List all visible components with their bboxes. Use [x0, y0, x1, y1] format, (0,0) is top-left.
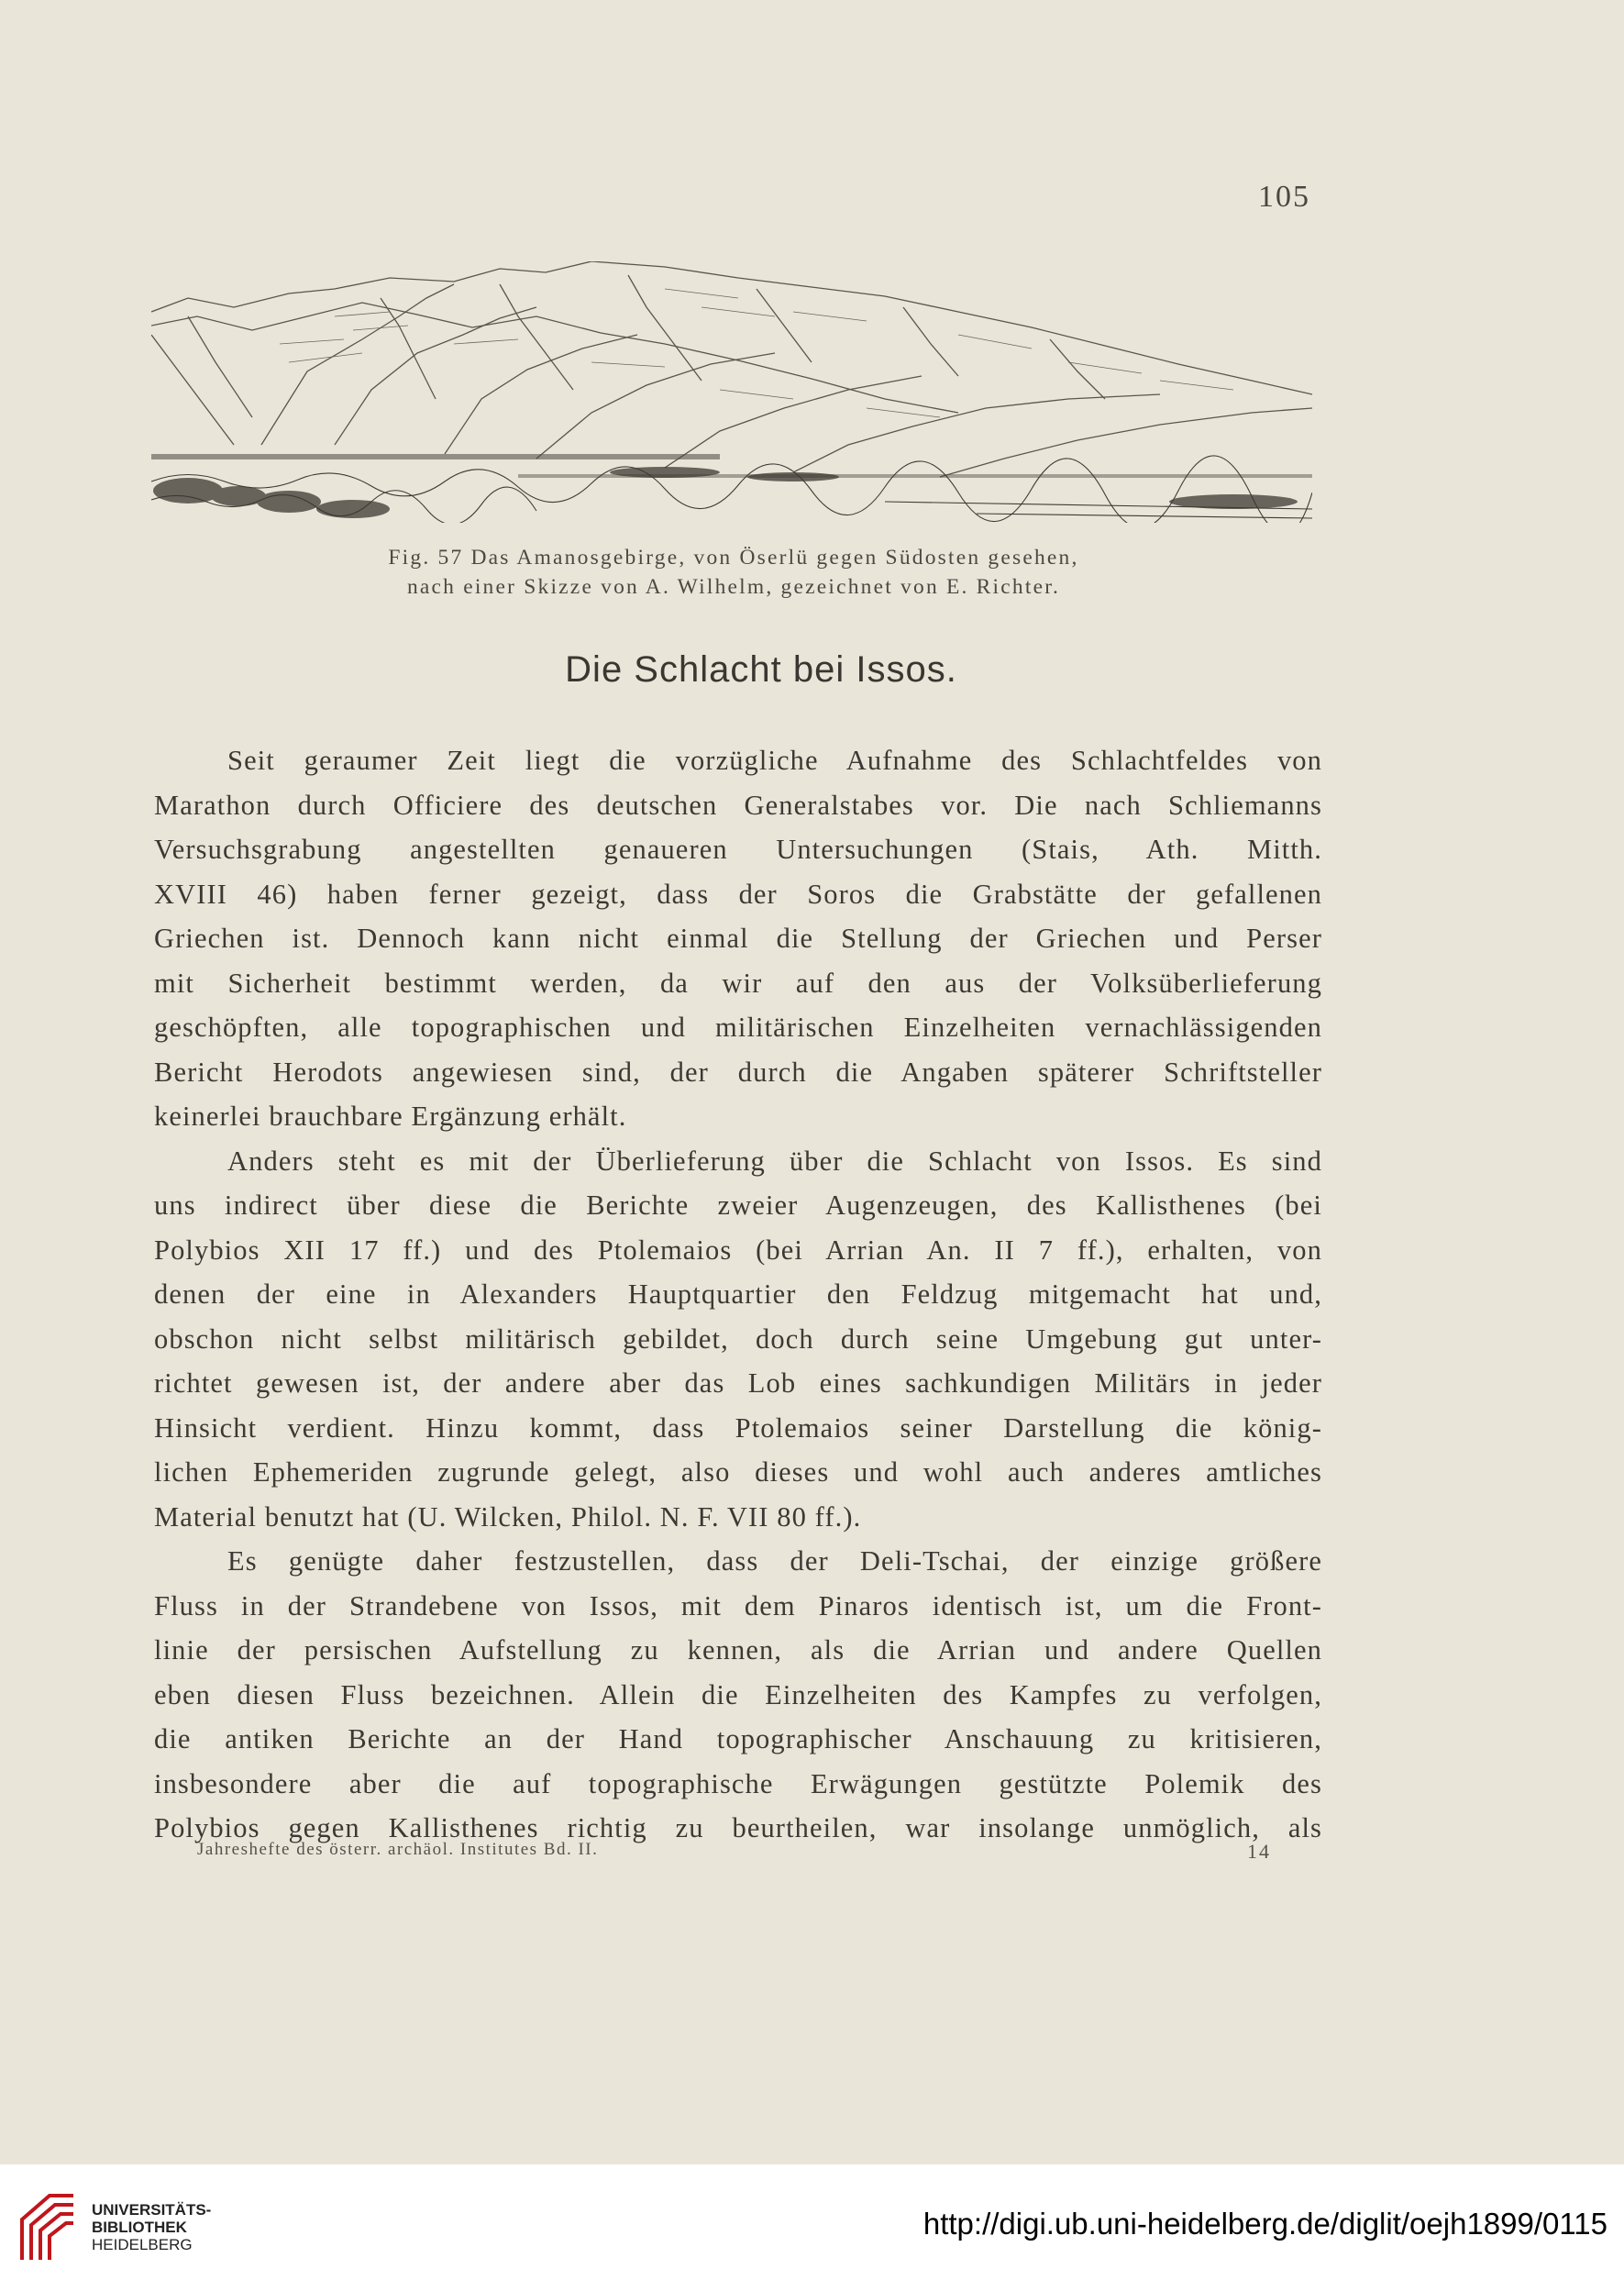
- text-line: Anders steht es mit der Überlieferung über die Schlacht von Issos. Es sind: [227, 1145, 1322, 1177]
- text-line: insbesondere aber die auf topographische Erwägungen gestützte Polemik des: [154, 1767, 1322, 1799]
- text-line: lichen Ephemeriden zugrunde gelegt, also dieses und wohl auch anderes amtliches: [154, 1456, 1322, 1488]
- footer-journal-title: Jahreshefte des österr. archäol. Institutes Bd. II.: [197, 1840, 599, 1859]
- text-line: XVIII 46) haben ferner gezeigt, dass der Soros die Grabstätte der gefallenen: [154, 878, 1322, 910]
- caption-line: Fig. 57 Das Amanosgebirge, von Öserlü gegen Südosten gesehen,: [388, 546, 1079, 570]
- text-line: geschöpften, alle topographischen und militärischen Einzelheiten vernachlässigenden: [154, 1012, 1322, 1043]
- page-url-link[interactable]: http://digi.ub.uni-heidelberg.de/diglit/oejh1899/0115: [922, 2207, 1607, 2241]
- viewer-footer-bar: [0, 2164, 1624, 2280]
- text-line: Es genügte daher festzustellen, dass der Deli-Tschai, der einzige größere: [227, 1545, 1322, 1577]
- library-name-line: BIBLIOTHEK: [92, 2219, 187, 2236]
- text-line: Material benutzt hat (U. Wilcken, Philol. N. F. VII 80 ff.).: [154, 1500, 862, 1533]
- text-line: Seit geraumer Zeit liegt die vorzügliche Aufnahme des Schlachtfeldes von: [227, 745, 1322, 776]
- library-logo-icon[interactable]: [17, 2192, 79, 2263]
- text-line: eben diesen Fluss bezeichnen. Allein die Einzelheiten des Kampfes zu verfolgen,: [154, 1678, 1322, 1710]
- body-text: [154, 738, 1322, 1851]
- text-line: mit Sicherheit bestimmt werden, da wir auf den aus der Volksüberlieferung: [154, 967, 1322, 999]
- figure-caption: [275, 543, 1192, 602]
- text-line: Bericht Herodots angewiesen sind, der durch die Angaben späterer Schriftsteller: [154, 1056, 1322, 1088]
- text-line: Polybios gegen Kallisthenes richtig zu beurtheilen, war insolange unmöglich, als: [154, 1812, 1322, 1843]
- text-line: Fluss in der Strandebene von Issos, mit dem Pinaros identisch ist, um die Front-: [154, 1589, 1322, 1621]
- text-line: uns indirect über diese die Berichte zweier Augenzeugen, des Kallisthenes (bei: [154, 1190, 1322, 1221]
- text-line: richtet gewesen ist, der andere aber das Lob eines sachkundigen Militärs in jeder: [154, 1367, 1322, 1399]
- caption-line: nach einer Skizze von A. Wilhelm, gezeichnet von E. Richter.: [406, 575, 1061, 599]
- text-line: Griechen ist. Dennoch kann nicht einmal die Stellung der Griechen und Perser: [154, 923, 1322, 954]
- library-name-line: HEIDELBERG: [92, 2236, 193, 2253]
- text-line: Polybios XII 17 ff.) und des Ptolemaios (bei Arrian An. II 7 ff.), erhalten, von: [154, 1234, 1322, 1266]
- section-heading: Die Schlacht bei Issos.: [565, 649, 957, 690]
- text-line: linie der persischen Aufstellung zu kennen, als die Arrian und andere Quellen: [154, 1634, 1322, 1666]
- library-name: [92, 2201, 211, 2253]
- text-line: obschon nicht selbst militärisch gebildet, doch durch seine Umgebung gut unter-: [154, 1323, 1322, 1355]
- text-line: die antiken Berichte an der Hand topographischer Anschauung zu kritisieren,: [154, 1723, 1322, 1754]
- text-line: Marathon durch Officiere des deutschen Generalstabes vor. Die nach Schliemanns: [154, 789, 1322, 821]
- text-line: keinerlei brauchbare Ergänzung erhält.: [154, 1101, 627, 1132]
- footer-signature: 14: [1247, 1840, 1271, 1863]
- text-line: Hinsicht verdient. Hinzu kommt, dass Ptolemaios seiner Darstellung die könig-: [154, 1411, 1322, 1444]
- library-name-line: UNIVERSITÄTS-: [92, 2201, 212, 2219]
- text-line: Versuchsgrabung angestellten genaueren Untersuchungen (Stais, Ath. Mitth.: [154, 834, 1322, 865]
- page-number: 105: [1258, 180, 1310, 214]
- mountain-landscape-illustration: [151, 261, 1312, 523]
- text-line: denen der eine in Alexanders Hauptquartier den Feldzug mitgemacht hat und,: [154, 1278, 1322, 1310]
